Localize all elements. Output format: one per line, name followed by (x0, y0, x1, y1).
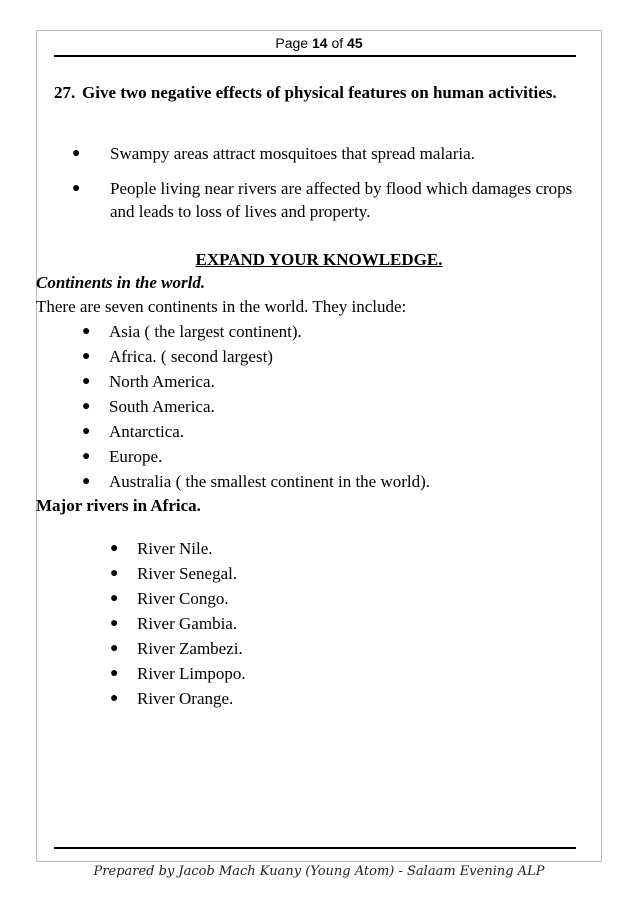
list-item (82, 319, 582, 344)
question-title (54, 80, 574, 105)
page-footer: Prepared by Jacob Mach Kuany (Young Atom) - Salaam Evening ALP (93, 864, 545, 879)
list-item (82, 444, 582, 469)
list-item (82, 419, 582, 444)
river-text: River Zambezi. (137, 639, 243, 658)
bullet-icon: ● (72, 146, 81, 161)
bullet-icon: ● (110, 666, 119, 681)
page-of-label: of (331, 35, 344, 51)
rivers-heading: Major rivers in Africa. (36, 496, 201, 515)
bullet-icon: ● (82, 349, 91, 364)
list-item (110, 636, 580, 661)
list-item (110, 611, 580, 636)
continent-text: Europe. (109, 447, 163, 466)
list-item (110, 661, 580, 686)
continent-text: Asia ( the largest continent). (109, 322, 302, 341)
list-item (82, 469, 582, 494)
expand-knowledge-heading: EXPAND YOUR KNOWLEDGE. (195, 250, 443, 269)
bullet-icon: ● (82, 324, 91, 339)
list-item (82, 369, 582, 394)
continent-text: North America. (109, 372, 215, 391)
continents-heading: Continents in the world. (36, 273, 206, 292)
continent-text: Antarctica. (109, 422, 185, 441)
bullet-icon: ● (82, 449, 91, 464)
continents-intro: There are seven continents in the world. They include: (36, 297, 407, 316)
footer-rule (54, 847, 576, 849)
list-item (110, 561, 580, 586)
bullet-icon: ● (82, 474, 91, 489)
list-item (110, 686, 580, 711)
total-pages-number: 45 (347, 35, 363, 51)
river-text: River Orange. (137, 689, 234, 708)
list-item (110, 586, 580, 611)
bullet-icon: ● (82, 374, 91, 389)
list-item (82, 344, 582, 369)
bullet-icon: ● (110, 691, 119, 706)
bullet-icon: ● (72, 181, 81, 196)
continents-list (82, 319, 582, 494)
header-rule (54, 55, 576, 57)
list-item (110, 536, 580, 561)
page-label: Page (275, 35, 309, 51)
bullet-icon: ● (110, 566, 119, 581)
bullet-icon: ● (110, 541, 119, 556)
river-text: River Limpopo. (137, 664, 246, 683)
bullet-icon: ● (82, 399, 91, 414)
answer-list (72, 142, 582, 235)
answer-item (72, 142, 582, 165)
bullet-icon: ● (82, 424, 91, 439)
question-text: Give two negative effects of physical features on human activities. (82, 83, 557, 102)
answer-item (72, 177, 582, 223)
bullet-icon: ● (110, 591, 119, 606)
continent-text: South America. (109, 397, 215, 416)
river-text: River Congo. (137, 589, 229, 608)
river-text: River Gambia. (137, 614, 238, 633)
rivers-list (110, 536, 580, 711)
river-text: River Nile. (137, 539, 213, 558)
continent-text: Africa. ( second largest) (109, 347, 273, 366)
answer-text: People living near rivers are affected by flood which damages crops and leads to loss of lives and property. (110, 179, 573, 221)
continent-text: Australia ( the smallest continent in the world). (109, 472, 431, 491)
page-header (36, 34, 602, 52)
bullet-icon: ● (110, 641, 119, 656)
list-item (82, 394, 582, 419)
bullet-icon: ● (110, 616, 119, 631)
answer-text: Swampy areas attract mosquitoes that spread malaria. (110, 144, 475, 163)
question-number: 27. (54, 83, 76, 102)
river-text: River Senegal. (137, 564, 238, 583)
current-page-number: 14 (311, 35, 328, 51)
